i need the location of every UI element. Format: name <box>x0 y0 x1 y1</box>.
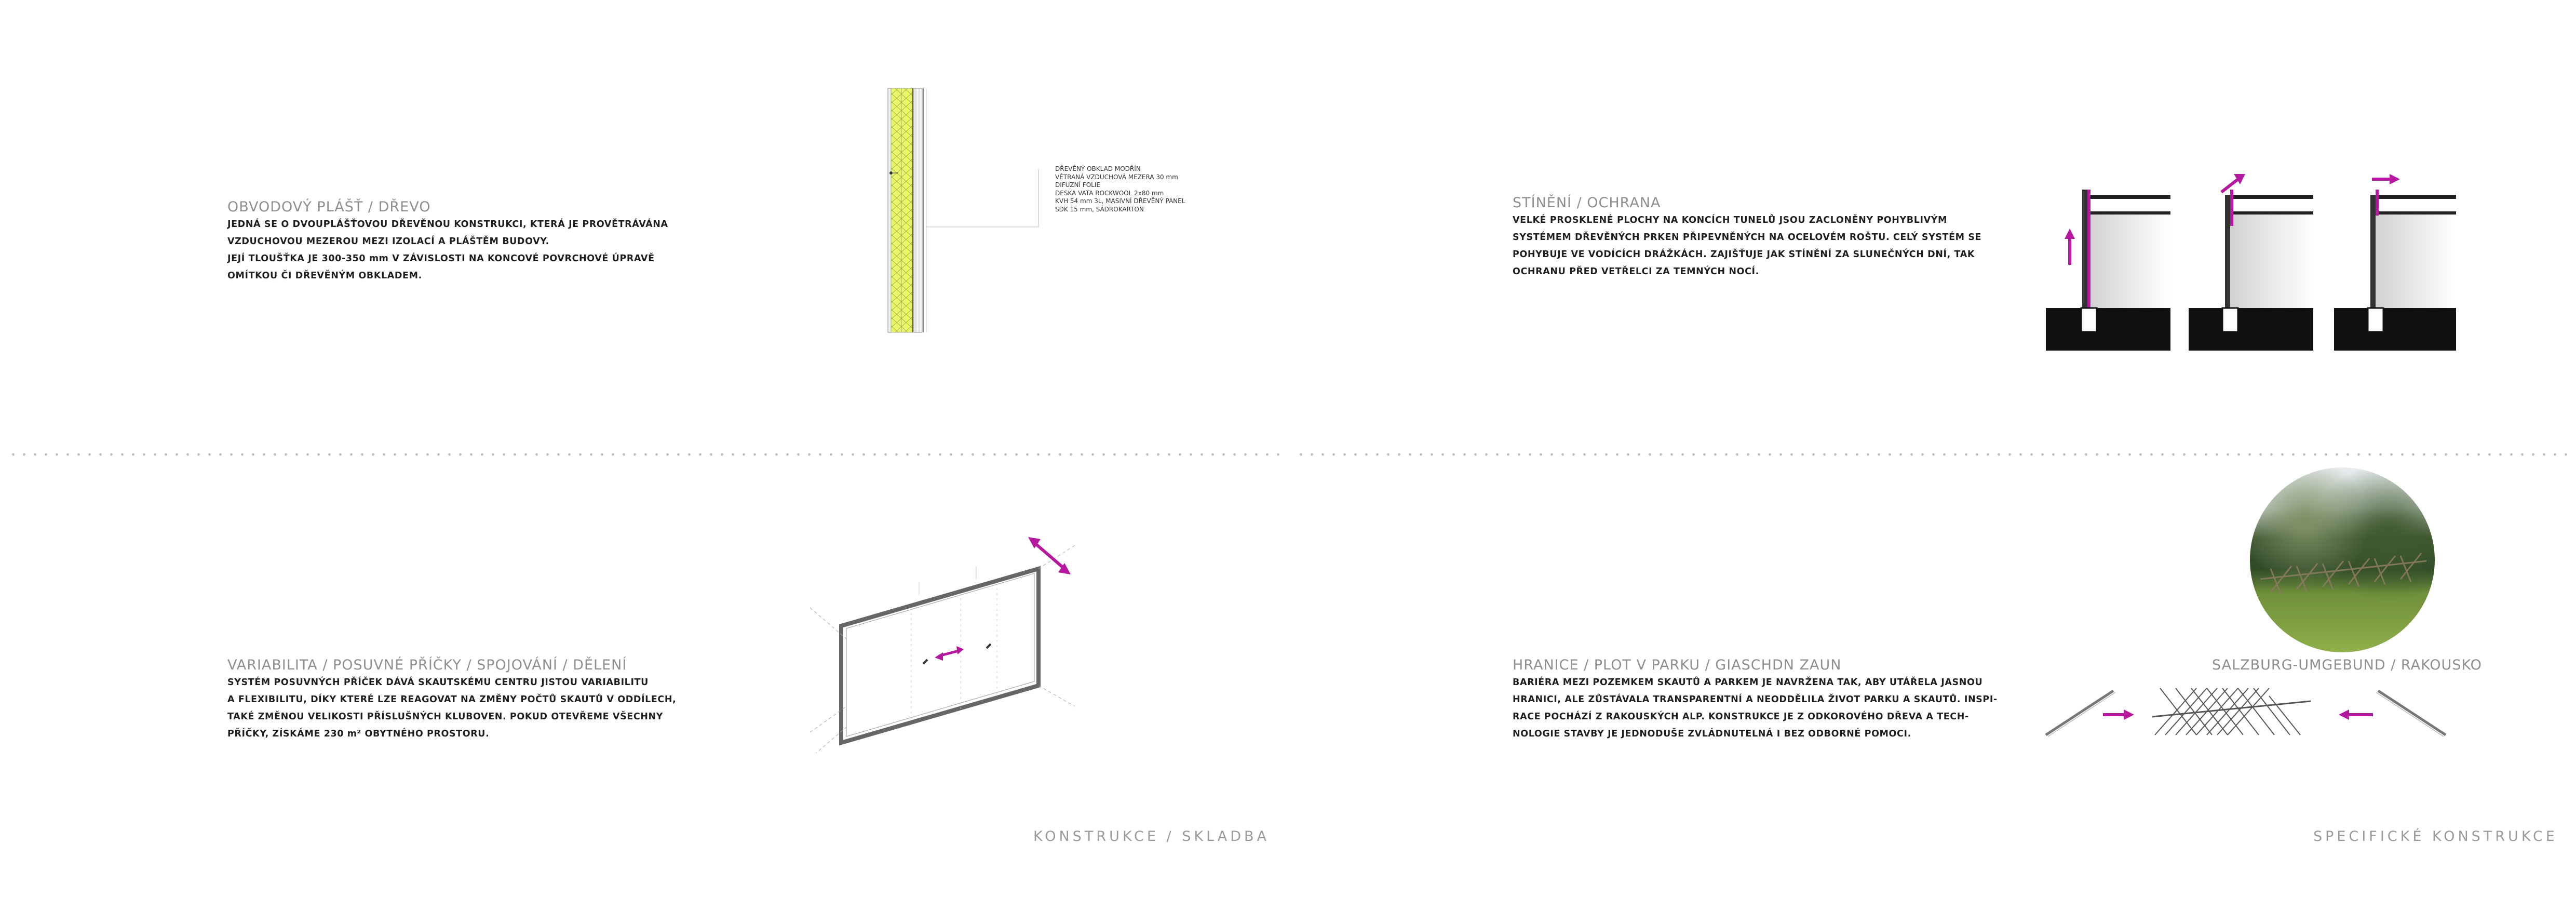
sliding-partition-drawing <box>810 530 1080 753</box>
hranice-line: BARIÉRA MEZI POZEMKEM SKAUTŮ A PARKEM JE NAVRŽENA TAK, ABY UTÁŘELA JASNOU <box>1513 677 1983 688</box>
obvodovy-line: VZDUCHOVOU MEZEROU MEZI IZOLACÍ A PLÁŠTĚM BUDOVY. <box>227 236 549 247</box>
variabilita-text <box>227 674 676 743</box>
footer-left-title: KONSTRUKCE / SKLADBA <box>1033 828 1270 845</box>
layer-label: VĚTRANÁ VZDUCHOVÁ MEZERA 30 mm <box>1055 173 1178 181</box>
fence-photo <box>2250 467 2435 652</box>
variabilita-line: SYSTÉM POSUVNÝCH PŘÍČEK DÁVÁ SKAUTSKÉMU CENTRU JISTOU VARIABILITU <box>227 677 649 688</box>
hranice-line: HRANICI, ALE ZŮSTÁVALA TRANSPARENTNÍ A NEODDĚLILA ŽIVOT PARKU A SKAUTŮ. INSPI- <box>1513 694 1998 705</box>
hranice-title: HRANICE / PLOT V PARKU / GIASCHDN ZAUN <box>1513 657 1842 673</box>
layer-label: SDK 15 mm, SÁDROKARTON <box>1055 205 1144 213</box>
footer-right-title: SPECIFICKÉ KONSTRUKCE <box>2313 828 2558 845</box>
variabilita-line: PŘÍČKY, ZÍSKÁME 230 m² OBYTNÉHO PROSTORU. <box>227 729 490 739</box>
wall-section-drawing <box>883 86 1049 335</box>
obvodovy-line: OMÍTKOU ČI DŘEVĚNÝM OBKLADEM. <box>227 271 422 281</box>
obvodovy-text <box>227 216 668 285</box>
stineni-line: VELKÉ PROSKLENÉ PLOCHY NA KONCÍCH TUNELŮ JSOU ZACLONĚNY POHYBLIVÝM <box>1513 215 1948 225</box>
layer-label: KVH 54 mm 3L, MASIVNÍ DŘEVĚNÝ PANEL <box>1055 197 1185 205</box>
section-divider-left <box>8 453 1280 456</box>
variabilita-title: VARIABILITA / POSUVNÉ PŘÍČKY / SPOJOVÁNÍ / DĚLENÍ <box>227 657 627 673</box>
variabilita-line: TAKÉ ZMĚNOU VELIKOSTI PŘÍSLUŠNÝCH KLUBOVEN. POKUD OTEVŘEME VŠECHNY <box>227 712 664 722</box>
layer-label: DŘEVĚNÝ OBKLAD MODŘÍN <box>1055 165 1141 172</box>
stineni-text <box>1513 212 1981 280</box>
obvodovy-title: OBVODOVÝ PLÁŠŤ / DŘEVO <box>227 199 431 215</box>
stineni-line: OCHRANU PŘED VETŘELCI ZA TEMNÝCH NOCÍ. <box>1513 266 1759 277</box>
variabilita-line: A FLEXIBILITU, DÍKY KTERÉ LZE REAGOVAT NA ZMĚNY POČTŮ SKAUTŮ V ODDÍLECH, <box>227 694 677 705</box>
section-divider-right <box>1296 453 2568 456</box>
shading-diagram-closed <box>2046 190 2170 351</box>
stineni-title: STÍNĚNÍ / OCHRANA <box>1513 195 1661 211</box>
stineni-line: SYSTÉMEM DŘEVĚNÝCH PRKEN PŘIPEVNĚNÝCH NA OCELOVÉM ROŠTU. CELÝ SYSTÉM SE <box>1513 232 1982 243</box>
fence-construction-drawing <box>2041 686 2456 738</box>
shading-diagram-open <box>2334 174 2456 351</box>
hranice-line: RACE POCHÁZÍ Z RAKOUSKÝCH ALP. KONSTRUKCE JE Z ODKOROVÉHO DŘEVA A TECH- <box>1513 712 1969 722</box>
layer-label: DESKA VATA ROCKWOOL 2x80 mm <box>1055 189 1164 197</box>
stineni-line: POHYBUJE VE VODÍCÍCH DRÁŽKÁCH. ZAJIŠŤUJE JAK STÍNĚNÍ ZA SLUNEČNÝCH DNÍ, TAK <box>1513 249 1975 260</box>
photo-caption: SALZBURG-UMGEBUND / RAKOUSKO <box>2212 657 2482 673</box>
shading-diagram-lifting <box>2189 174 2313 351</box>
fence-stakes <box>2152 688 2311 735</box>
shading-diagrams <box>2046 169 2456 351</box>
obvodovy-line: JEDNÁ SE O DVOUPLÁŠŤOVOU DŘEVĚNOU KONSTRUKCI, KTERÁ JE PROVĚTRÁVÁNA <box>227 219 668 230</box>
layer-label: DIFUZNÍ FOLIE <box>1055 181 1100 189</box>
hranice-text <box>1513 674 1998 743</box>
obvodovy-line: JEJÍ TLOUŠŤKA JE 300-350 mm V ZÁVISLOSTI NA KONCOVÉ POVRCHOVÉ ÚPRAVĚ <box>227 253 655 264</box>
wall-layer-legend <box>1055 165 1185 213</box>
hranice-line: NOLOGIE STAVBY JE JEDNODUŠE ZVLÁDNUTELNÁ I BEZ ODBORNÉ POMOCI. <box>1513 729 1911 739</box>
